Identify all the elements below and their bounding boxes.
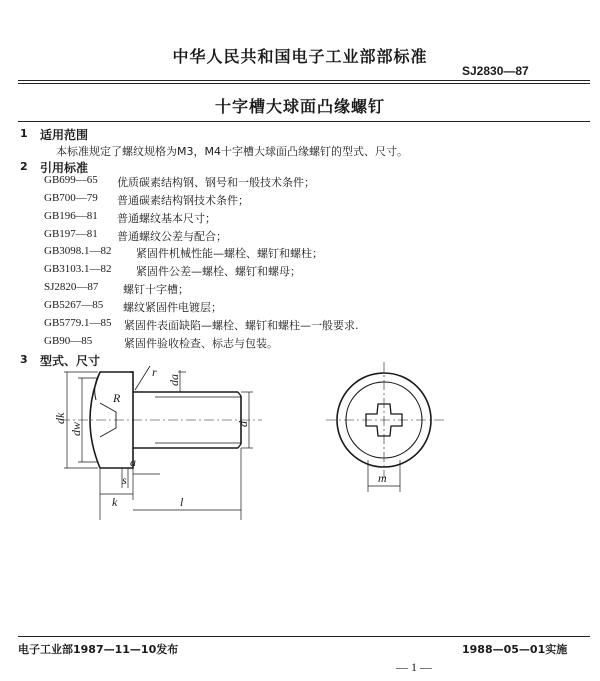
reference-desc: 紧固件验收检查、标志与包装。	[124, 337, 278, 350]
screw-side-view	[60, 366, 262, 468]
section-1-title: 适用范围	[40, 128, 89, 142]
label-r: r	[152, 365, 157, 379]
reference-desc: 普通螺纹基本尺寸；	[117, 212, 216, 225]
reference-desc: 优质碳素结构钢、钢号和一般技术条件；	[117, 176, 315, 189]
reference-desc: 螺纹紧固件电镀层；	[123, 301, 222, 314]
label-s: s	[122, 473, 127, 487]
page-number: — 1 —	[396, 660, 432, 674]
label-m: m	[378, 471, 387, 485]
document-title: 十字槽大球面凸缘螺钉	[214, 97, 385, 116]
section-1-number: 1	[20, 127, 28, 140]
label-da: da	[167, 374, 181, 386]
label-l: l	[180, 495, 184, 509]
effective-date: 1988—05—01实施	[462, 643, 568, 656]
section-2-number: 2	[20, 160, 28, 173]
reference-code: GB3103.1—82	[44, 263, 112, 275]
label-R: R	[113, 391, 121, 405]
section-2-title: 引用标准	[40, 161, 89, 175]
reference-code: GB5779.1—85	[44, 317, 112, 329]
reference-code: GB3098.1—82	[44, 245, 112, 257]
reference-code: GB197—81	[44, 228, 98, 240]
label-dk: dk	[53, 412, 67, 424]
reference-desc: 紧固件表面缺陷—螺栓、螺钉和螺柱—一般要求.	[124, 319, 359, 332]
standard-number: SJ2830—87	[462, 64, 529, 78]
reference-code: GB699—65	[44, 174, 98, 186]
section-1-text: 本标准规定了螺纹规格为M3，M4十字槽大球面凸缘螺钉的型式、尺寸。	[56, 145, 408, 158]
footer-rule	[18, 636, 590, 637]
reference-desc: 普通螺纹公差与配合；	[117, 230, 227, 243]
reference-code: GB5267—85	[44, 299, 104, 311]
label-d: d	[236, 421, 250, 427]
reference-desc: 紧固件机械性能—螺栓、螺钉和螺柱；	[136, 247, 323, 260]
label-k: k	[112, 495, 118, 509]
issue-date: 电子工业部1987—11—10发布	[18, 643, 179, 656]
section-3-number: 3	[20, 353, 28, 366]
reference-desc: 普通碳素结构钢技术条件；	[117, 194, 249, 207]
reference-code: GB90—85	[44, 335, 93, 347]
org-standard-title: 中华人民共和国电子工业部部标准	[172, 47, 428, 66]
reference-code: SJ2820—87	[44, 281, 99, 293]
reference-desc: 螺钉十字槽；	[123, 283, 189, 296]
reference-desc: 紧固件公差—螺栓、螺钉和螺母；	[136, 265, 301, 278]
section-3-title: 型式、尺寸	[40, 354, 101, 368]
reference-code: GB700—79	[44, 192, 98, 204]
reference-code: GB196—81	[44, 210, 98, 222]
label-a: a	[130, 455, 136, 469]
label-dw: dw	[69, 421, 83, 436]
